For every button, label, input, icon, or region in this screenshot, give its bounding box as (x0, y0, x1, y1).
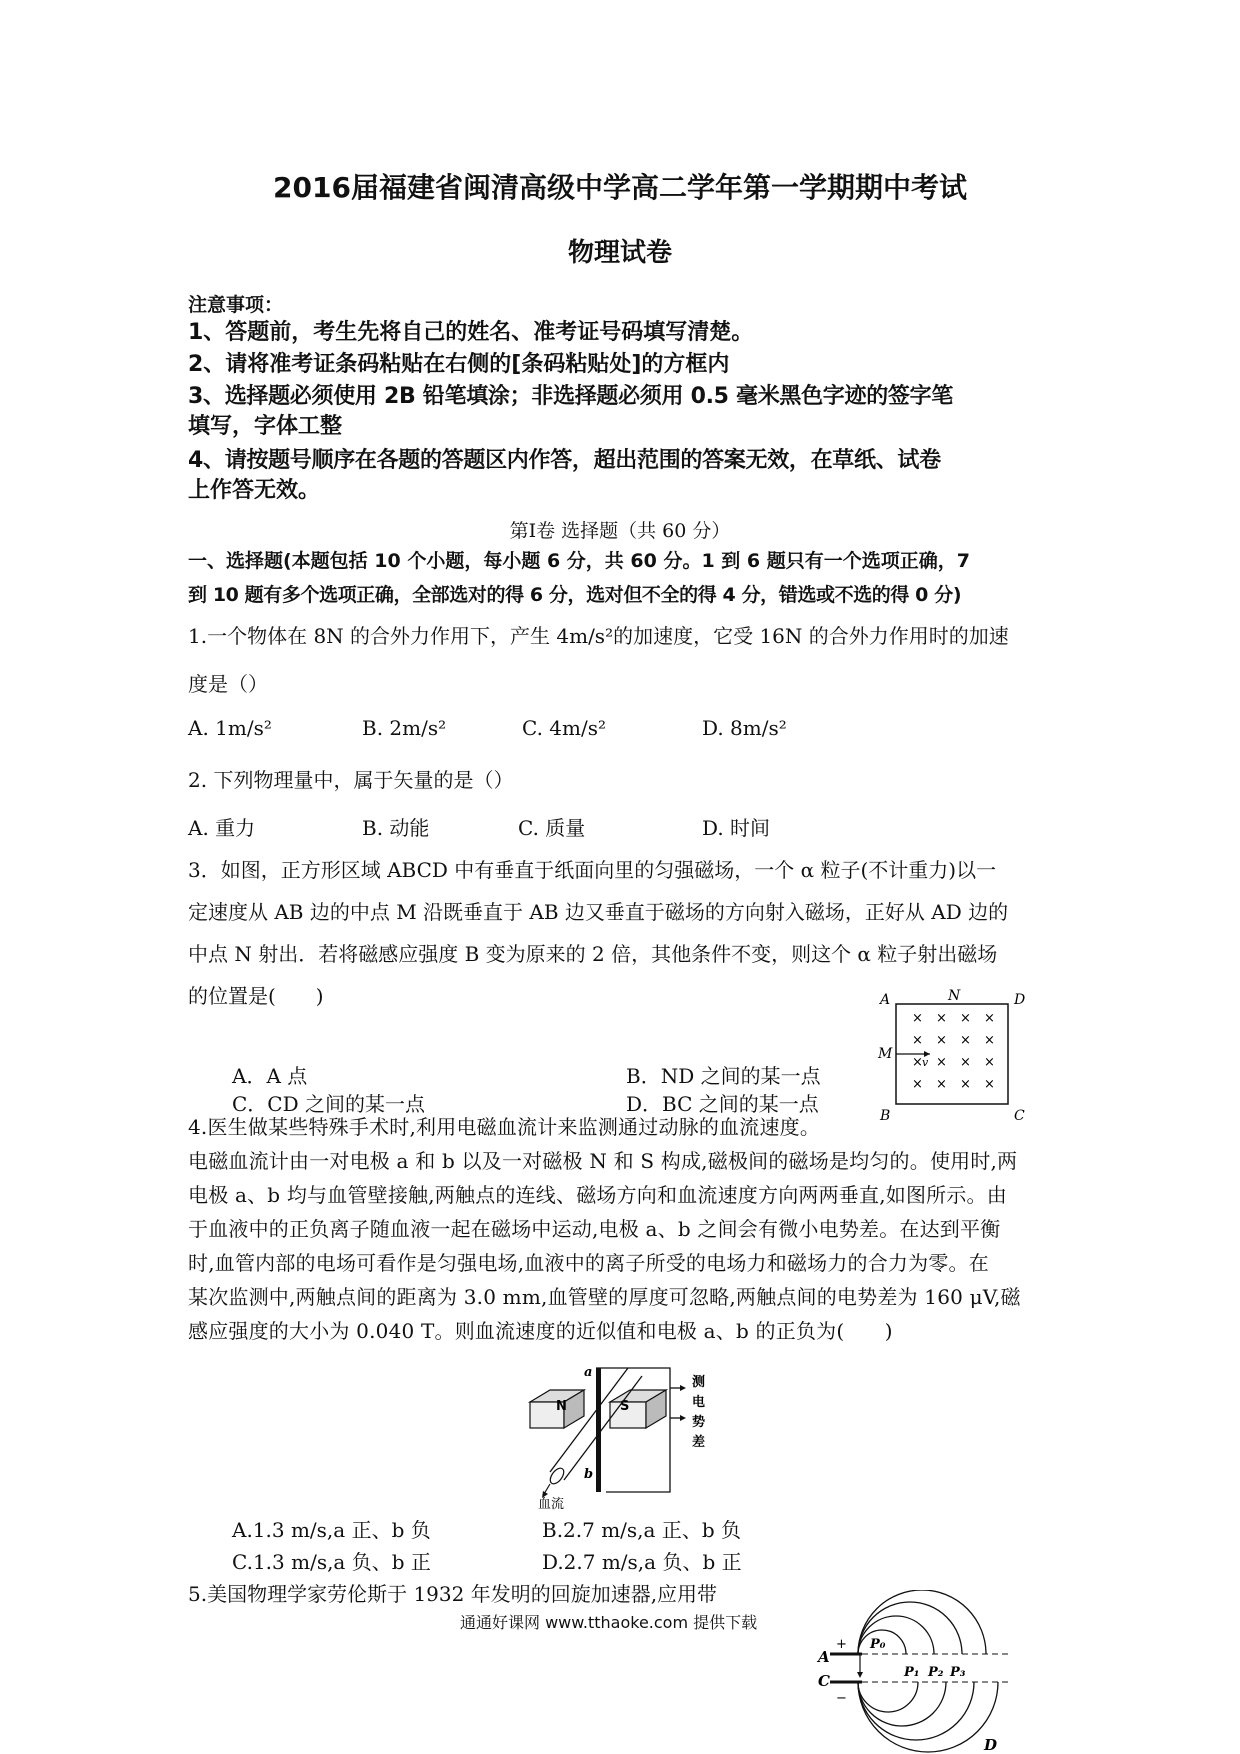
q1-option-b: B. 2m/s² (362, 716, 447, 740)
q5-cyclotron-figure (770, 1590, 1040, 1754)
q2-option-c: C. 质量 (518, 816, 586, 840)
label-a: A (880, 992, 891, 1008)
magnet-n-label: N (556, 1399, 567, 1414)
field-cross: × (984, 1055, 995, 1070)
q4-option-a: A.1.3 m/s,a 正、b 负 (232, 1518, 431, 1542)
label-m: M (878, 1046, 893, 1062)
q3-option-b: B．ND 之间的某一点 (626, 1064, 821, 1088)
measure-label-3: 势 (692, 1415, 706, 1430)
label-minus: − (836, 1691, 847, 1706)
q2-option-d: D. 时间 (702, 816, 771, 840)
q4-text-1: 4.医生做某些特殊手术时,利用电磁血流计来监测通过动脉的血流速度。 (188, 1115, 821, 1139)
field-cross: × (936, 1055, 947, 1070)
field-cross: × (936, 1033, 947, 1048)
q4-text-2: 电磁血流计由一对电极 a 和 b 以及一对磁极 N 和 S 构成,磁极间的磁场是均匀的。使用时,两 (188, 1149, 1018, 1173)
q3-text-1: 3．如图，正方形区域 ABCD 中有垂直于纸面向里的匀强磁场，一个 α 粒子(不计重力)以一 (188, 858, 997, 882)
section-desc-2: 到 10 题有多个选项正确，全部选对的得 6 分，选对但不全的得 4 分，错选或不选的得 0 分) (188, 584, 962, 606)
label-v: v (922, 1056, 929, 1069)
q4-text-5: 时,血管内部的电场可看作是匀强电场,血液中的离子所受的电场力和磁场力的合力为零。在 (188, 1251, 989, 1275)
q1-option-a: A. 1m/s² (188, 716, 272, 740)
label-p3: P₃ (950, 1665, 966, 1680)
field-cross: × (936, 1077, 947, 1092)
q2-option-a: A. 重力 (188, 816, 256, 840)
field-cross: × (960, 1077, 971, 1092)
q1-text: 1.一个物体在 8N 的合外力作用下，产生 4m/s²的加速度，它受 16N 的合外力作用时的加速 (188, 624, 1009, 648)
q3-option-d: D．BC 之间的某一点 (626, 1092, 819, 1116)
section-title: 第Ⅰ卷 选择题（共 60 分） (509, 520, 731, 542)
electrode-a-label: a (584, 1365, 593, 1380)
label-d: D (984, 1736, 998, 1754)
field-cross: × (912, 1011, 923, 1026)
notice-item-2: 2、请将准考证条码粘贴在右侧的[条码粘贴处]的方框内 (188, 352, 730, 377)
q4-option-d: D.2.7 m/s,a 负、b 正 (542, 1550, 742, 1574)
field-cross: × (912, 1033, 923, 1048)
q3-magnetic-field-figure (872, 988, 1032, 1128)
label-plus: + (836, 1637, 847, 1652)
label-p0: P₀ (870, 1637, 886, 1652)
exam-subtitle: 物理试卷 (567, 238, 672, 268)
notice-item-4-cont: 上作答无效。 (188, 478, 321, 503)
q2-text: 2. 下列物理量中，属于矢量的是（） (188, 768, 514, 792)
q4-text-6: 某次监测中,两触点间的距离为 3.0 mm,血管壁的厚度可忽略,两触点间的电势差为 160 μV,磁 (188, 1285, 1021, 1309)
label-d: D (1014, 992, 1026, 1008)
q1-option-d: D. 8m/s² (702, 716, 787, 740)
section-desc-1: 一、选择题(本题包括 10 个小题，每小题 6 分，共 60 分。1 到 6 题只有一个选项正确，7 (188, 550, 970, 572)
label-c: C (818, 1672, 830, 1690)
q3-text-4: 的位置是( ) (188, 984, 324, 1008)
field-cross: × (984, 1077, 995, 1092)
field-cross: × (912, 1077, 923, 1092)
label-p2: P₂ (928, 1665, 944, 1680)
label-a: A (818, 1648, 830, 1666)
field-cross: × (912, 1055, 923, 1070)
label-p1: P₁ (904, 1665, 920, 1680)
notice-item-1: 1、答题前，考生先将自己的姓名、准考证号码填写清楚。 (188, 320, 754, 345)
label-b: B (880, 1108, 891, 1124)
label-c: C (1014, 1108, 1025, 1124)
q4-text-3: 电极 a、b 均与血管壁接触,两触点的连线、磁场方向和血流速度方向两两垂直,如图所示。由 (188, 1183, 1007, 1207)
measure-label-2: 电 (692, 1395, 706, 1410)
field-cross: × (960, 1055, 971, 1070)
electrode-b-label: b (584, 1467, 594, 1482)
q2-option-b: B. 动能 (362, 816, 430, 840)
q3-option-c: C．CD 之间的某一点 (232, 1092, 425, 1116)
field-cross: × (936, 1011, 947, 1026)
field-cross: × (960, 1011, 971, 1026)
q1-text-cont: 度是（） (188, 672, 268, 696)
magnet-s-label: S (620, 1399, 630, 1414)
q5-text: 5.美国物理学家劳伦斯于 1932 年发明的回旋加速器,应用带 (188, 1582, 718, 1606)
blood-flow-label: 血流 (538, 1497, 565, 1510)
notice-item-3-cont: 填写，字体工整 (188, 414, 343, 439)
q1-option-c: C. 4m/s² (522, 716, 607, 740)
notice-heading: 注意事项： (188, 294, 284, 316)
field-cross: × (984, 1033, 995, 1048)
q3-text-3: 中点 N 射出．若将磁感应强度 B 变为原来的 2 倍，其他条件不变，则这个 α 粒子射出磁场 (188, 942, 998, 966)
exam-title: 2016届福建省闽清高级中学高二学年第一学期期中考试 (273, 171, 967, 204)
q3-text-2: 定速度从 AB 边的中点 M 沿既垂直于 AB 边又垂直于磁场的方向射入磁场，正好从 AD 边的 (188, 900, 1009, 924)
footer-watermark: 通通好课网 www.tthaoke.com 提供下载 (460, 1610, 761, 1633)
q4-blood-flow-figure (520, 1360, 730, 1510)
q3-option-a: A．A 点 (232, 1064, 308, 1088)
measure-label-1: 测 (692, 1375, 706, 1390)
field-cross: × (984, 1011, 995, 1026)
measure-label-4: 差 (692, 1435, 706, 1450)
label-n: N (948, 988, 961, 1004)
notice-item-3: 3、选择题必须使用 2B 铅笔填涂；非选择题必须用 0.5 毫米黑色字迹的签字笔 (188, 384, 953, 409)
q4-text-7: 感应强度的大小为 0.040 T。则血流速度的近似值和电极 a、b 的正负为( ) (188, 1319, 893, 1343)
notice-item-4: 4、请按题号顺序在各题的答题区内作答，超出范围的答案无效，在草纸、试卷 (188, 448, 941, 473)
q4-option-c: C.1.3 m/s,a 负、b 正 (232, 1550, 431, 1574)
q4-text-4: 于血液中的正负离子随血液一起在磁场中运动,电极 a、b 之间会有微小电势差。在达到平衡 (188, 1217, 1001, 1241)
field-cross: × (960, 1033, 971, 1048)
q4-option-b: B.2.7 m/s,a 正、b 负 (542, 1518, 741, 1542)
